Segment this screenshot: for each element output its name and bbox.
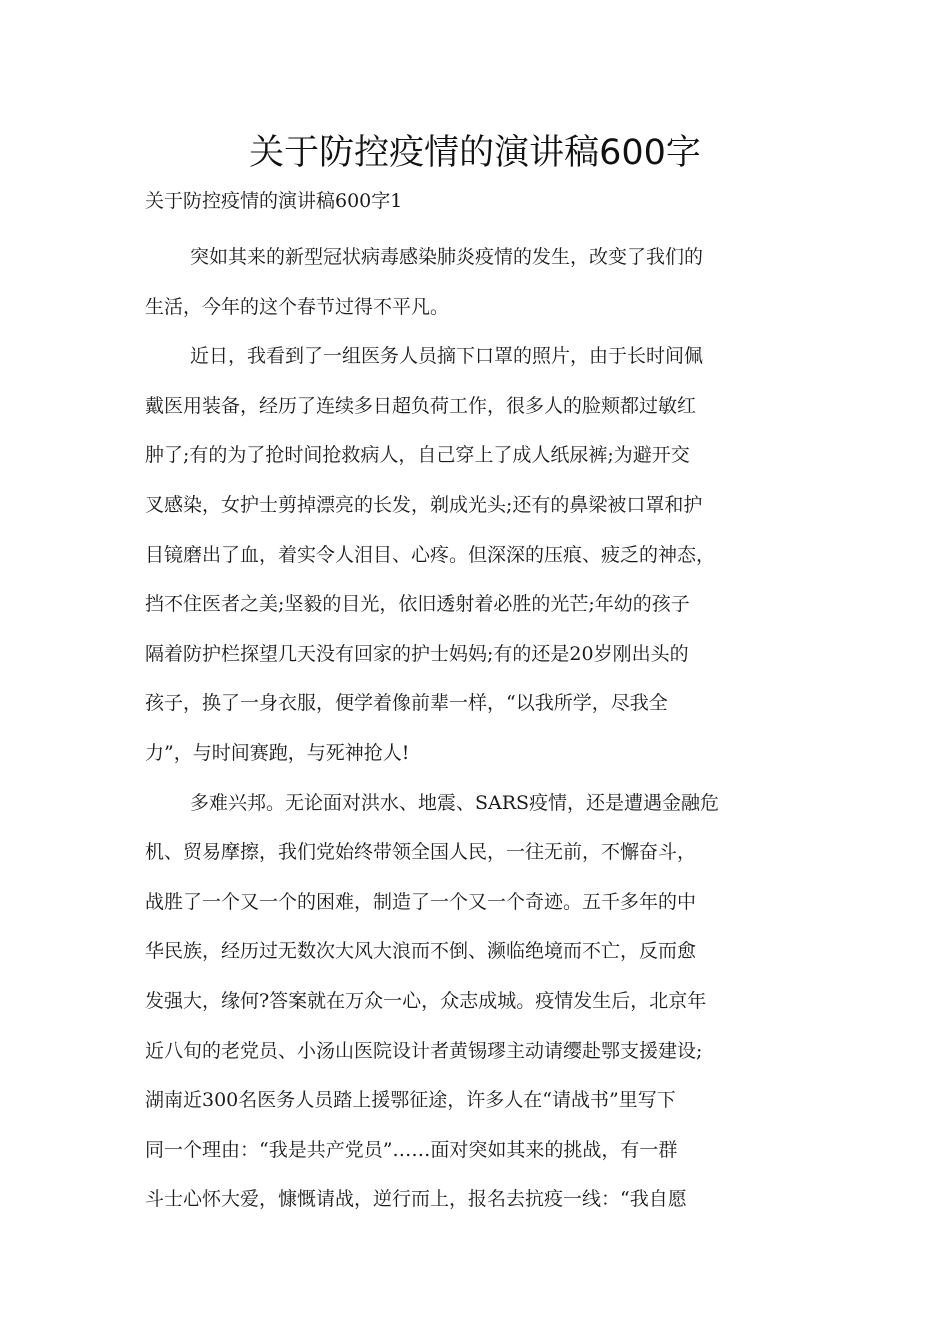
section-heading: 关于防控疫情的演讲稿600字1 [145,190,403,212]
text-line: 隔着防护栏探望几天没有回家的护士妈妈;有的还是20岁刚出头的 [145,642,689,665]
text-line: 发强大，缘何?答案就在万众一心，众志成城。疫情发生后，北京年 [145,989,707,1012]
text-line: 斗士心怀大爱，慷慨请战，逆行而上，报名去抗疫一线：“我自愿 [145,1188,687,1211]
text-line: 肿了;有的为了抢时间抢救病人，自己穿上了成人纸尿裤;为避开交 [145,444,690,467]
text-line: 突如其来的新型冠状病毒感染肺炎疫情的发生，改变了我们的 [190,246,704,268]
body-text [145,233,825,1225]
text-line: 孩子，换了一身衣服，便学着像前辈一样，“以我所学，尽我全 [145,692,668,715]
text-line: 近日，我看到了一组医务人员摘下口罩的照片，由于长时间佩 [190,345,704,368]
text-line: 战胜了一个又一个的困难，制造了一个又一个奇迹。五千多年的中 [145,890,697,913]
text-line: 挡不住医者之美;坚毅的目光，依旧透射着必胜的光芒;年幼的孩子 [145,593,690,616]
text-line: 戴医用装备，经历了连续多日超负荷工作，很多人的脸颊都过敏红 [145,394,697,417]
document-title: 关于防控疫情的演讲稿600字 [249,133,701,173]
text-line: 目镜磨出了血，着实令人泪目、心疼。但深深的压痕、疲乏的神态， [145,543,716,566]
text-line: 湖南近300名医务人员踏上援鄂征途，许多人在“请战书”里写下 [145,1089,676,1112]
text-line: 机、贸易摩擦，我们党始终带领全国人民，一往无前，不懈奋斗， [145,841,697,864]
text-line: 多难兴邦。无论面对洪水、地震、SARS疫情，还是遭遇金融危 [190,791,720,814]
text-line: 华民族，经历过无数次大风大浪而不倒、濒临绝境而不亡，反而愈 [145,940,697,963]
text-line: 同一个理由：“我是共产党员”……面对突如其来的挑战，有一群 [145,1138,678,1161]
text-line: 生活，今年的这个春节过得不平凡。 [145,295,450,318]
text-line: 力”，与时间赛跑，与死神抢人! [145,741,410,764]
text-line: 叉感染，女护士剪掉漂亮的长发，剃成光头;还有的鼻梁被口罩和护 [145,493,703,516]
text-line: 近八旬的老党员、小汤山医院设计者黄锡璆主动请缨赴鄂支援建设; [145,1039,703,1062]
